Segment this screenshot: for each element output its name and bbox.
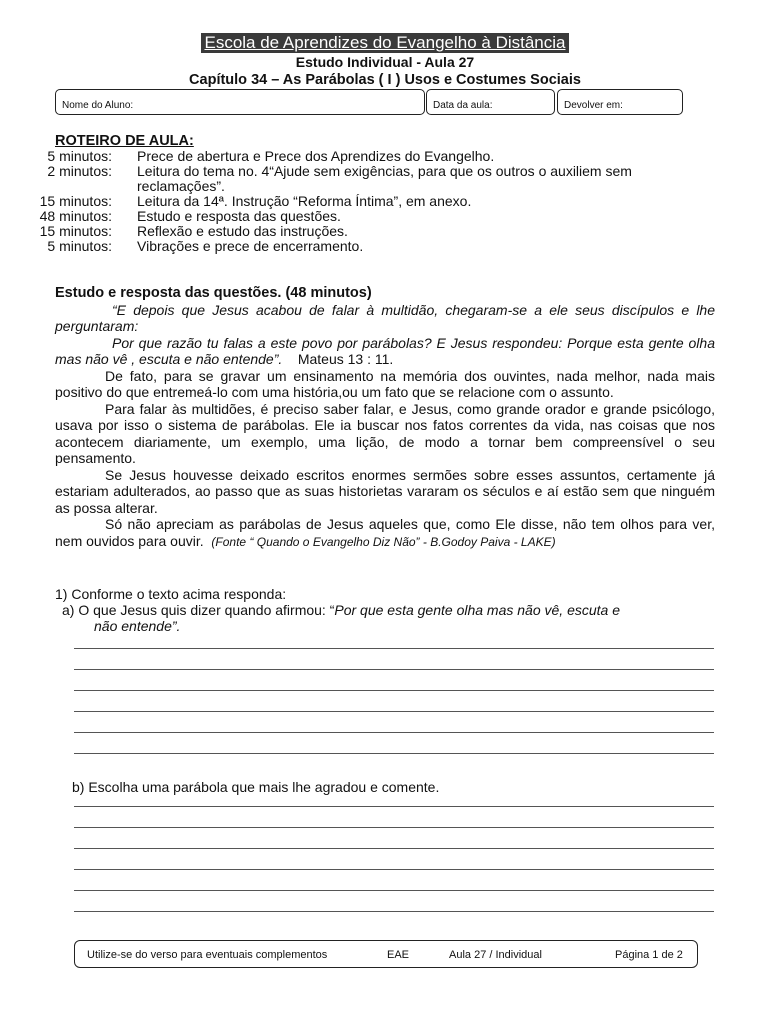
chapter-title: Capítulo 34 – As Parábolas ( I ) Usos e Costumes Sociais (189, 72, 581, 88)
answer-line[interactable] (74, 753, 714, 754)
plan-item-text: Vibrações e prece de encerramento. (137, 238, 364, 254)
school-title: Escola de Aprendizes do Evangelho à Distância (201, 33, 568, 53)
plan-item (31, 239, 720, 254)
lesson-subtitle: Estudo Individual - Aula 27 (295, 54, 475, 70)
answer-line[interactable] (74, 890, 714, 891)
study-paragraph: Se Jesus houvesse deixado escritos enormes sermões sobre esses assuntos, certamente já estariam adulterados, ao passo que as suas historietas vararam os séculos e aí estão sem que ninguém as possa alterar. (55, 466, 715, 516)
study-paragraph: De fato, para se gravar um ensinamento na memória dos ouvintes, nada melhor, nada mais positivo do que entremeá-lo com uma história,ou um fato que se relacione com o assunto. (55, 367, 715, 400)
study-paragraph: Para falar às multidões, é preciso saber falar, e Jesus, como grande orador e grande psicólogo, usava por isso o sistema de parábolas. Ele ia buscar nos fatos correntes da vida, nas coisas que nos acontecem diariamente, um exemplo, uma lição, de modo a tornar bem compreensível o seu pensamento. (55, 400, 715, 466)
answer-line[interactable] (74, 911, 714, 912)
plan-item (31, 209, 720, 224)
answer-lines-1b[interactable] (74, 806, 714, 932)
answer-line[interactable] (74, 848, 714, 849)
study-paragraph (55, 516, 715, 550)
plan-item-time: 5 minutos: (47, 148, 112, 164)
answer-lines-1a[interactable] (74, 648, 714, 774)
plan-item (31, 194, 720, 209)
plan-item (31, 224, 720, 239)
plan-item (31, 164, 720, 194)
lesson-plan-title: ROTEIRO DE AULA: (55, 133, 194, 149)
quote-text: Por que razão tu falas a este povo por parábolas? E Jesus respondeu: Porque esta gente olha mas não vê , escuta e não entende”. (55, 334, 715, 367)
plan-item-text: Leitura da 14ª. Instrução “Reforma Íntima”, em anexo. (137, 193, 472, 209)
plan-item-time: 15 minutos: (39, 223, 112, 239)
answer-line[interactable] (74, 711, 714, 712)
answer-line[interactable] (74, 732, 714, 733)
answer-line[interactable] (74, 869, 714, 870)
plan-item (31, 149, 720, 164)
study-title: Estudo e resposta das questões. (48 minutos) (55, 285, 372, 301)
source-citation: (Fonte “ Quando o Evangelho Diz Não” - B.Godoy Paiva - LAKE) (211, 534, 556, 549)
quote-paragraph (55, 335, 715, 368)
class-date-label: Data da aula: (433, 100, 493, 111)
quote-reference: Mateus 13 : 11. (297, 351, 394, 367)
answer-line[interactable] (74, 690, 714, 691)
page-footer (74, 940, 698, 968)
quote-paragraph: “E depois que Jesus acabou de falar à multidão, chegaram-se a ele seus discípulos e lhe perguntaram: (55, 301, 715, 334)
answer-line[interactable] (74, 669, 714, 670)
question-1b: b) Escolha uma parábola que mais lhe agradou e comente. (72, 779, 440, 795)
plan-item-time: 15 minutos: (39, 193, 112, 209)
question-1: 1) Conforme o texto acima responda: (55, 586, 287, 602)
return-date-field[interactable] (557, 89, 683, 115)
plan-item-text: Estudo e resposta das questões. (137, 208, 341, 224)
return-date-label: Devolver em: (564, 100, 623, 111)
footer-page-number: Página 1 de 2 (615, 949, 683, 961)
header (0, 33, 770, 89)
lesson-plan (39, 133, 720, 254)
plan-item-text: Leitura do tema no. 4“Ajude sem exigências, para que os outros o auxiliem sem reclamações”. (137, 163, 632, 194)
question-1a-label: a) O que Jesus quis dizer quando afirmou: “ (62, 602, 335, 618)
answer-line[interactable] (74, 806, 714, 807)
question-1a-quote-cont: não entende”. (94, 618, 181, 634)
study-paragraph-text: Só não apreciam as parábolas de Jesus aqueles que, como Ele disse, não tem olhos para ver, nem ouvidos para ouvir. (55, 516, 715, 549)
answer-line[interactable] (74, 648, 714, 649)
class-date-field[interactable] (426, 89, 555, 115)
question-1a-quote: Por que esta gente olha mas não vê, escuta e (334, 602, 621, 618)
student-name-label: Nome do Aluno: (62, 100, 134, 111)
plan-item-time: 2 minutos: (47, 163, 112, 179)
questions-section (55, 586, 715, 795)
question-1a (55, 602, 715, 618)
footer-note: Utilize-se do verso para eventuais complementos (87, 949, 328, 961)
footer-lesson: Aula 27 / Individual (449, 949, 542, 961)
student-name-field[interactable] (55, 89, 425, 115)
footer-org: EAE (387, 949, 410, 961)
plan-item-text: Reflexão e estudo das instruções. (137, 223, 348, 239)
plan-item-time: 5 minutos: (47, 238, 112, 254)
plan-item-text: Prece de abertura e Prece dos Aprendizes do Evangelho. (137, 148, 495, 164)
study-section (55, 285, 715, 550)
answer-line[interactable] (74, 827, 714, 828)
plan-item-time: 48 minutos: (39, 208, 112, 224)
